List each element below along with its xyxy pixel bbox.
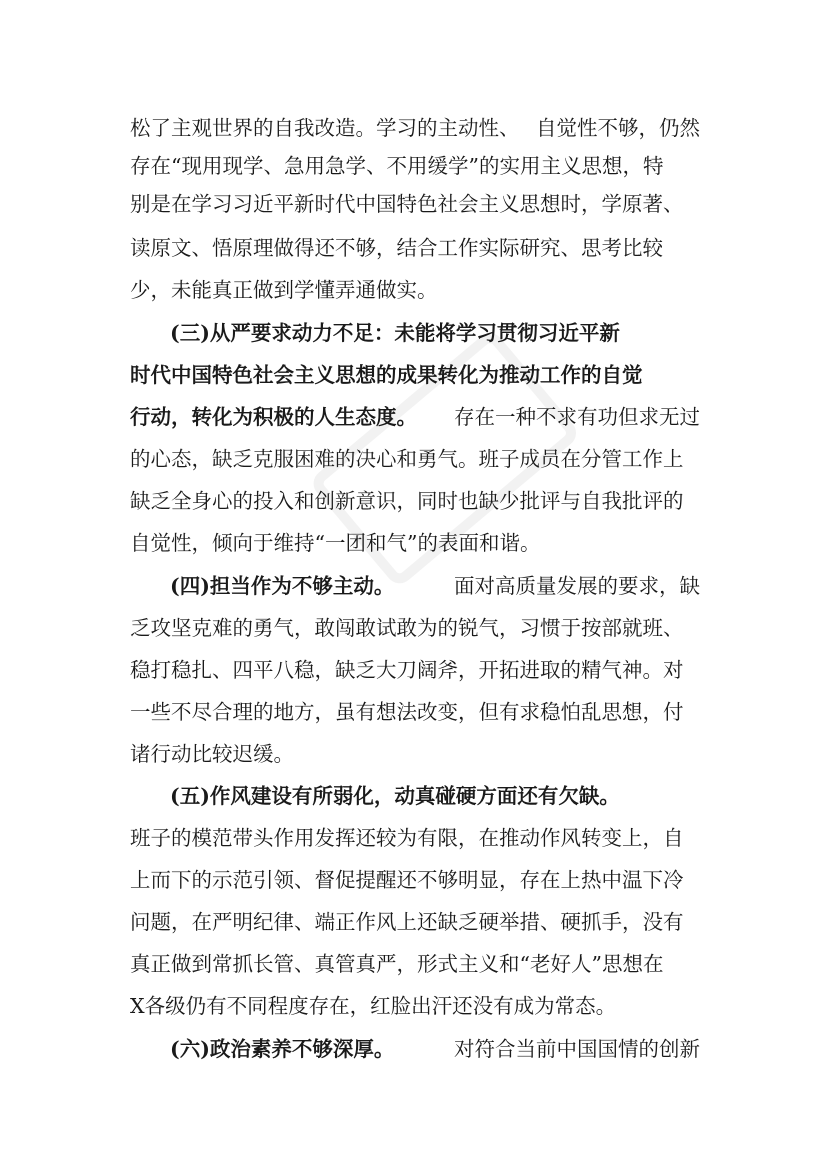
paragraph-line [130, 397, 700, 437]
text-segment: 乏攻坚克难的勇气，敢闯敢试敢为的锐气，习惯于按部就班、 [130, 616, 684, 640]
text-segment: 少，未能真正做到学懂弄通做实。 [130, 278, 438, 302]
text-segment: 的心态，缺乏克服困难的决心和勇气。班子成员在分管工作上 [130, 447, 684, 471]
text-segment: 上而下的示范引领、督促提醒还不够明显，存在上热中温下冷 [130, 868, 684, 892]
paragraph-line [130, 902, 700, 942]
section-heading-line [170, 776, 700, 816]
text-segment: 存在“现用现学、急用急学、不用缓学”的实用主义思想，特 [130, 154, 664, 178]
text-segment: 面对高质量发展的要求，缺 [454, 574, 700, 598]
section-heading: 行动，转化为积极的人生态度。 [130, 405, 417, 429]
paragraph-line [130, 608, 700, 648]
text-segment: 存在一种不求有功但求无过 [447, 405, 700, 429]
paragraph-line [130, 108, 700, 148]
paragraph-line [170, 566, 700, 606]
paragraph-line [130, 818, 700, 858]
paragraph-line [130, 184, 700, 224]
text-segment: 别是在学习习近平新时代中国特色社会主义思想时，学原著、 [130, 192, 684, 216]
text-segment: 诸行动比较迟缓。 [130, 742, 294, 766]
paragraph-line [130, 270, 700, 310]
paragraph-line [130, 523, 700, 563]
paragraph-line [130, 986, 700, 1026]
paragraph-line [130, 734, 700, 774]
text-segment: 真正做到常抓长管、真管真严，形式主义和“老好人”思想在 [130, 952, 664, 976]
text-segment: 一些不尽合理的地方，虽有想法改变，但有求稳怕乱思想，付 [130, 700, 684, 724]
text-segment: 问题，在严明纪律、端正作风上还缺乏硬举措、硬抓手，没有 [130, 910, 684, 934]
paragraph-line [170, 1029, 700, 1069]
section-heading: (四)担当作为不够主动。 [170, 574, 395, 598]
paragraph-line [130, 944, 700, 984]
text-segment: 缺乏全身心的投入和创新意识，同时也缺少批评与自我批评的 [130, 489, 684, 513]
paragraph-line [130, 146, 700, 186]
paragraph-line [130, 650, 700, 690]
text-segment: 自觉性不够，仍然 [536, 116, 700, 140]
paragraph-line [130, 692, 700, 732]
paragraph-line [130, 860, 700, 900]
paragraph-line [130, 439, 700, 479]
text-segment: 松了主观世界的自我改造。学习的主动性、 [130, 116, 520, 140]
text-segment: 对符合当前中国国情的创新 [454, 1037, 700, 1061]
section-heading: (五)作风建设有所弱化，动真碰硬方面还有欠缺。 [170, 784, 620, 808]
text-segment: 班子的模范带头作用发挥还较为有限，在推动作风转变上，自 [130, 826, 684, 850]
text-segment: 读原文、悟原理做得还不够，结合工作实际研究、思考比较 [130, 236, 663, 260]
paragraph-line [130, 481, 700, 521]
paragraph-line [130, 228, 700, 268]
text-segment: X各级仍有不同程度存在，红脸出汗还没有成为常态。 [130, 994, 617, 1018]
section-heading: (三)从严要求动力不足：未能将学习贯彻习近平新 [170, 321, 620, 345]
section-heading: (六)政治素养不够深厚。 [170, 1037, 395, 1061]
section-heading: 时代中国特色社会主义思想的成果转化为推动工作的自觉 [130, 363, 643, 387]
section-heading-line [130, 355, 700, 395]
text-segment: 自觉性，倾向于维持“一团和气”的表面和谐。 [130, 531, 541, 555]
text-segment: 稳打稳扎、四平八稳，缺乏大刀阔斧，开拓进取的精气神。对 [130, 658, 684, 682]
section-heading-line [170, 313, 700, 353]
